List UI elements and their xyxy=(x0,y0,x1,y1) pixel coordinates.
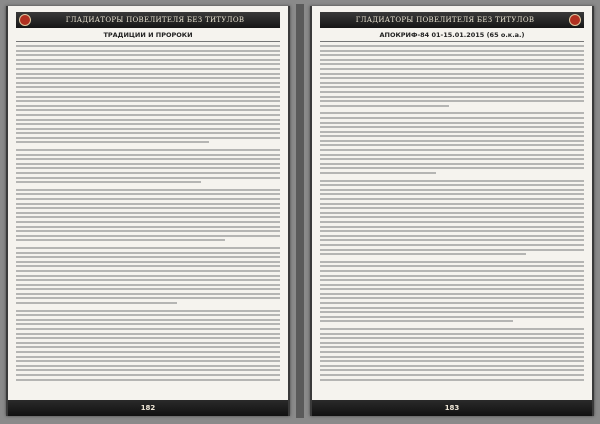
text-line-placeholder xyxy=(16,369,280,371)
text-line-placeholder xyxy=(320,193,584,195)
text-line-placeholder xyxy=(16,261,280,263)
text-line-placeholder xyxy=(16,226,280,228)
text-line-placeholder xyxy=(16,297,280,299)
book-spine xyxy=(296,4,304,418)
text-line-placeholder xyxy=(16,351,280,353)
text-line-placeholder xyxy=(16,158,280,160)
text-line-placeholder xyxy=(320,207,584,209)
text-line-placeholder xyxy=(16,50,280,52)
text-line-placeholder xyxy=(16,109,280,111)
page-number: 183 xyxy=(444,404,460,412)
text-line-placeholder xyxy=(16,198,280,200)
text-line-placeholder xyxy=(320,63,584,65)
text-line-placeholder xyxy=(16,177,280,179)
page-footer xyxy=(8,400,288,416)
text-line-placeholder xyxy=(16,193,280,195)
text-line-placeholder xyxy=(16,132,280,134)
text-line-placeholder xyxy=(320,212,584,214)
text-line-placeholder xyxy=(320,302,584,304)
body-text xyxy=(320,45,584,400)
text-line-placeholder xyxy=(320,328,584,330)
text-line-placeholder xyxy=(16,45,280,47)
page-footer xyxy=(312,400,592,416)
text-line-placeholder xyxy=(16,256,280,258)
text-line-placeholder xyxy=(320,244,584,246)
text-line-placeholder xyxy=(320,126,584,128)
text-line-placeholder xyxy=(16,235,280,237)
text-line-placeholder xyxy=(16,337,280,339)
text-line-placeholder xyxy=(320,379,584,381)
text-line-placeholder xyxy=(16,86,280,88)
text-line-placeholder xyxy=(320,163,584,165)
text-line-placeholder xyxy=(16,284,280,286)
text-line-placeholder xyxy=(16,167,280,169)
text-line-placeholder xyxy=(320,158,584,160)
text-line-placeholder xyxy=(320,82,584,84)
text-line-placeholder xyxy=(320,135,584,137)
text-line-placeholder xyxy=(320,54,584,56)
text-line-placeholder xyxy=(320,68,584,70)
text-line-placeholder xyxy=(320,216,584,218)
text-line-placeholder xyxy=(320,131,584,133)
text-line-placeholder xyxy=(16,333,280,335)
text-line-placeholder xyxy=(320,374,584,376)
text-line-placeholder xyxy=(16,356,280,358)
text-line-placeholder xyxy=(16,123,280,125)
text-line-placeholder xyxy=(320,235,584,237)
text-line-placeholder xyxy=(16,346,280,348)
text-line-placeholder xyxy=(320,293,584,295)
section-title: АПОКРИФ-84 01-15.01.2015 (65 о.к.а.) xyxy=(379,31,525,39)
text-line-placeholder xyxy=(16,54,280,56)
text-line-placeholder xyxy=(16,310,280,312)
text-line-placeholder xyxy=(320,307,584,309)
text-line-placeholder xyxy=(16,63,280,65)
page-header-banner xyxy=(320,12,584,28)
text-line-placeholder xyxy=(320,360,584,362)
text-line-placeholder xyxy=(16,302,177,304)
text-line-placeholder xyxy=(320,73,584,75)
text-line-placeholder xyxy=(320,288,584,290)
text-line-placeholder xyxy=(16,319,280,321)
text-line-placeholder xyxy=(16,154,280,156)
text-line-placeholder xyxy=(16,105,280,107)
text-line-placeholder xyxy=(16,360,280,362)
text-line-placeholder xyxy=(16,279,280,281)
text-line-placeholder xyxy=(320,198,584,200)
text-line-placeholder xyxy=(320,59,584,61)
text-line-placeholder xyxy=(320,275,584,277)
text-line-placeholder xyxy=(16,149,280,151)
text-line-placeholder xyxy=(320,261,584,263)
text-line-placeholder xyxy=(16,275,280,277)
text-line-placeholder xyxy=(320,77,584,79)
text-line-placeholder xyxy=(320,342,584,344)
text-line-placeholder xyxy=(320,337,584,339)
text-line-placeholder xyxy=(320,180,584,182)
text-line-placeholder xyxy=(16,128,280,130)
text-line-placeholder xyxy=(320,149,584,151)
right-page xyxy=(310,6,594,416)
text-line-placeholder xyxy=(320,365,584,367)
text-line-placeholder xyxy=(16,230,280,232)
text-line-placeholder xyxy=(16,216,280,218)
text-line-placeholder xyxy=(16,247,280,249)
text-line-placeholder xyxy=(320,50,584,52)
text-line-placeholder xyxy=(320,112,584,114)
emblem-icon xyxy=(569,14,581,26)
text-line-placeholder xyxy=(320,320,513,322)
text-line-placeholder xyxy=(16,288,280,290)
text-line-placeholder xyxy=(16,163,280,165)
text-line-placeholder xyxy=(320,346,584,348)
text-line-placeholder xyxy=(16,239,225,241)
text-line-placeholder xyxy=(320,226,584,228)
text-line-placeholder xyxy=(16,181,201,183)
book-title: ГЛАДИАТОРЫ ПОВЕЛИТЕЛЯ БЕЗ ТИТУЛОВ xyxy=(65,16,245,24)
text-line-placeholder xyxy=(16,374,280,376)
text-line-placeholder xyxy=(16,59,280,61)
text-line-placeholder xyxy=(320,249,584,251)
text-line-placeholder xyxy=(320,144,584,146)
emblem-icon xyxy=(19,14,31,26)
text-line-placeholder xyxy=(320,316,584,318)
text-line-placeholder xyxy=(320,91,584,93)
text-line-placeholder xyxy=(16,314,280,316)
text-line-placeholder xyxy=(320,333,584,335)
text-line-placeholder xyxy=(320,172,436,174)
text-line-placeholder xyxy=(320,297,584,299)
text-line-placeholder xyxy=(320,369,584,371)
text-line-placeholder xyxy=(16,221,280,223)
text-line-placeholder xyxy=(16,328,280,330)
text-line-placeholder xyxy=(16,77,280,79)
text-line-placeholder xyxy=(320,253,526,255)
text-line-placeholder xyxy=(320,100,584,102)
page-number: 182 xyxy=(140,404,156,412)
page-header-banner xyxy=(16,12,280,28)
text-line-placeholder xyxy=(16,100,280,102)
text-line-placeholder xyxy=(320,96,584,98)
text-line-placeholder xyxy=(320,284,584,286)
book-title: ГЛАДИАТОРЫ ПОВЕЛИТЕЛЯ БЕЗ ТИТУЛОВ xyxy=(355,16,535,24)
text-line-placeholder xyxy=(16,252,280,254)
text-line-placeholder xyxy=(320,86,584,88)
text-line-placeholder xyxy=(320,270,584,272)
text-line-placeholder xyxy=(16,96,280,98)
divider xyxy=(320,41,584,42)
text-line-placeholder xyxy=(16,73,280,75)
text-line-placeholder xyxy=(16,172,280,174)
text-line-placeholder xyxy=(320,189,584,191)
text-line-placeholder xyxy=(16,365,280,367)
text-line-placeholder xyxy=(320,122,584,124)
text-line-placeholder xyxy=(16,203,280,205)
text-line-placeholder xyxy=(16,212,280,214)
left-page xyxy=(6,6,290,416)
body-text xyxy=(16,45,280,400)
text-line-placeholder xyxy=(16,323,280,325)
text-line-placeholder xyxy=(16,293,280,295)
text-line-placeholder xyxy=(320,239,584,241)
text-line-placeholder xyxy=(320,105,449,107)
text-line-placeholder xyxy=(16,137,280,139)
text-line-placeholder xyxy=(16,119,280,121)
text-line-placeholder xyxy=(320,279,584,281)
text-line-placeholder xyxy=(320,140,584,142)
text-line-placeholder xyxy=(16,270,280,272)
text-line-placeholder xyxy=(320,356,584,358)
divider xyxy=(16,41,280,42)
text-line-placeholder xyxy=(16,342,280,344)
text-line-placeholder xyxy=(320,167,584,169)
text-line-placeholder xyxy=(320,265,584,267)
text-line-placeholder xyxy=(320,203,584,205)
text-line-placeholder xyxy=(320,221,584,223)
text-line-placeholder xyxy=(320,230,584,232)
text-line-placeholder xyxy=(16,68,280,70)
text-line-placeholder xyxy=(320,311,584,313)
text-line-placeholder xyxy=(16,207,280,209)
text-line-placeholder xyxy=(320,154,584,156)
section-title: ТРАДИЦИИ И ПРОРОКИ xyxy=(103,31,193,39)
text-line-placeholder xyxy=(16,91,280,93)
text-line-placeholder xyxy=(16,82,280,84)
text-line-placeholder xyxy=(16,265,280,267)
text-line-placeholder xyxy=(320,117,584,119)
text-line-placeholder xyxy=(320,45,584,47)
text-line-placeholder xyxy=(320,184,584,186)
text-line-placeholder xyxy=(16,189,280,191)
text-line-placeholder xyxy=(320,351,584,353)
text-line-placeholder xyxy=(16,379,280,381)
text-line-placeholder xyxy=(16,141,209,143)
text-line-placeholder xyxy=(16,114,280,116)
